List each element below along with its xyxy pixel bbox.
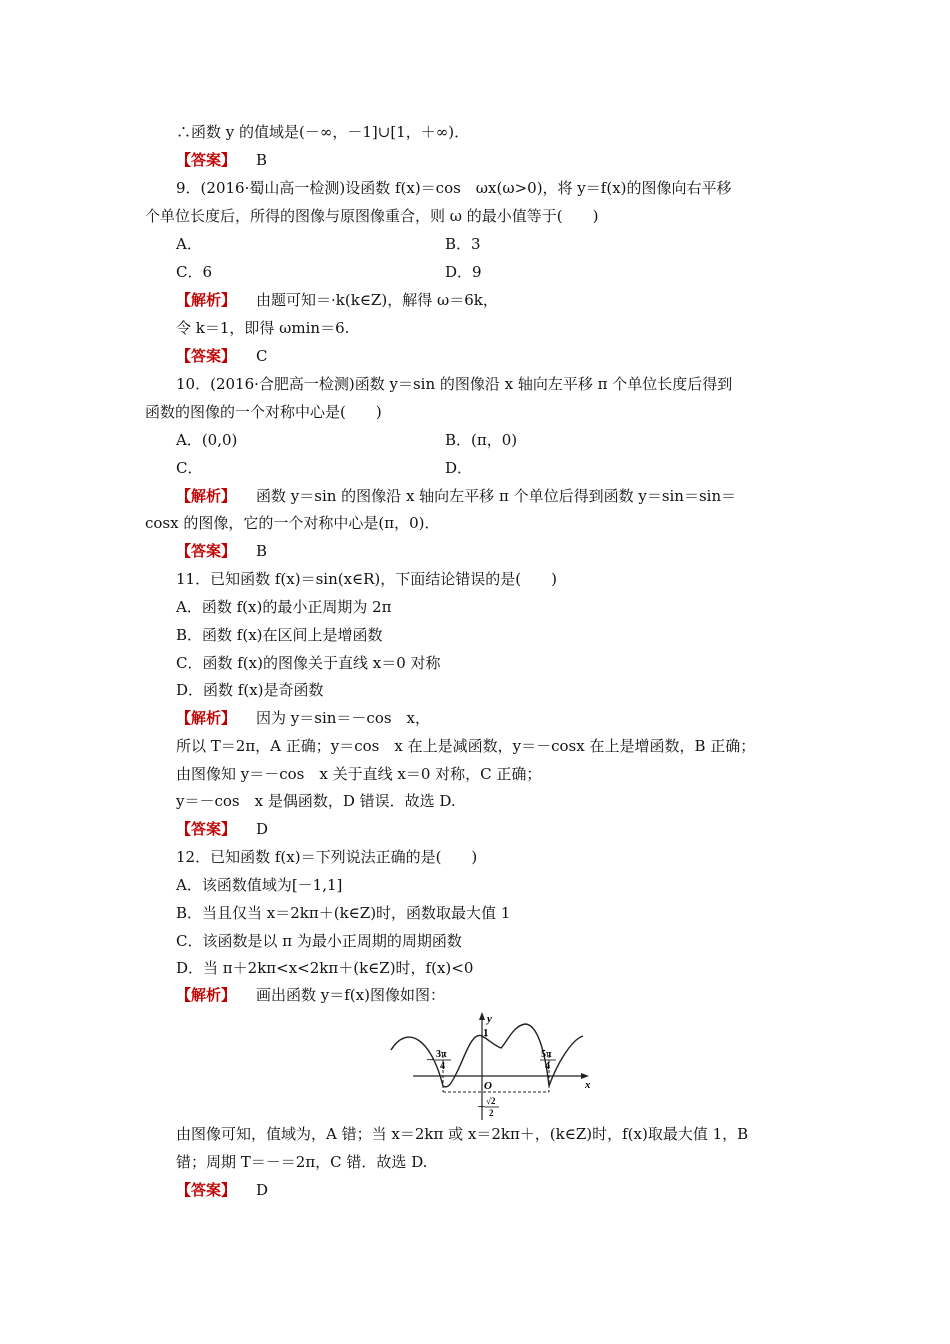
solution-12-line-2: 由图像可知，值域为，A 错；当 x＝2kπ 或 x＝2kπ＋，(k∈Z)时，f(x)取最大值 1，B <box>176 1125 749 1143</box>
solution-text: 由题可知＝·k(k∈Z)，解得 ω＝6k， <box>256 291 498 309</box>
answer-line-8 <box>176 150 267 170</box>
y-axis-arrow-icon <box>479 1012 485 1020</box>
answer-value: B <box>256 542 268 560</box>
question-9-line-2: 个单位长度后，所得的图像与原图像重合，则 ω 的最小值等于( ) <box>145 207 599 225</box>
answer-value: C <box>256 347 268 365</box>
answer-line-10 <box>176 541 267 561</box>
origin-label: O <box>484 1080 492 1092</box>
question-9-option-c: C．6 <box>176 263 213 281</box>
solution-11-line-3: 由图像知 y＝－cos x 关于直线 x＝0 对称，C 正确； <box>176 765 542 783</box>
solution-11-line-2: 所以 T＝2π，A 正确；y＝cos x 在上是减函数，y＝－cosx 在上是增函数，B 正确； <box>176 737 756 755</box>
question-10-option-c: C． <box>176 459 203 477</box>
question-9-option-b: B．3 <box>445 235 481 253</box>
answer-tag: 【答案】 <box>176 347 237 365</box>
question-12-option-d: D．当 π＋2kπ<x<2kπ＋(k∈Z)时，f(x)<0 <box>176 959 474 977</box>
question-12-option-c: C．该函数是以 π 为最小正周期的周期函数 <box>176 932 462 950</box>
solution-text: 函数 y＝sin 的图像沿 x 轴向左平移 π 个单位后得到函数 y＝sin＝sin＝ <box>256 487 737 505</box>
question-11-option-a: A．函数 f(x)的最小正周期为 2π <box>176 598 392 616</box>
question-12-option-a: A．该函数值域为[－1,1] <box>176 876 343 894</box>
question-9-line-1: 9．(2016·蜀山高一检测)设函数 f(x)＝cos ωx(ω>0)，将 y＝f(x)的图像向右平移 <box>176 179 732 197</box>
right-tick-num: 5π <box>541 1049 552 1060</box>
question-12-option-b: B．当且仅当 x＝2kπ＋(k∈Z)时，函数取最大值 1 <box>176 904 511 922</box>
solution-text: 因为 y＝sin＝－cos x， <box>256 709 431 727</box>
question-10-line-2: 函数的图像的一个对称中心是( ) <box>145 403 382 421</box>
line-range-conclusion: ∴函数 y 的值域是(－∞，－1]∪[1，＋∞)． <box>176 123 470 141</box>
answer-tag: 【答案】 <box>176 820 237 838</box>
answer-value: D <box>256 820 269 838</box>
y-axis-label: y <box>487 1013 492 1025</box>
answer-tag: 【答案】 <box>176 151 237 169</box>
analysis-tag: 【解析】 <box>176 291 237 309</box>
left-tick-num: 3π <box>436 1049 447 1060</box>
question-11-stem: 11．已知函数 f(x)＝sin(x∈R)，下面结论错误的是( ) <box>176 570 557 588</box>
solution-12-line-1 <box>176 985 445 1005</box>
answer-tag: 【答案】 <box>176 1181 237 1199</box>
question-9-option-d: D．9 <box>445 263 482 281</box>
question-10-option-a: A．(0,0) <box>176 431 238 449</box>
answer-line-9 <box>176 346 268 366</box>
right-tick-den: 4 <box>545 1061 550 1072</box>
neg-value-sign: － <box>477 1102 487 1112</box>
answer-value: D <box>256 1181 269 1199</box>
question-10-option-d: D． <box>445 459 473 477</box>
one-label: 1 <box>483 1027 489 1039</box>
question-9-option-a: A． <box>176 235 202 253</box>
question-11-option-c: C．函数 f(x)的图像关于直线 x＝0 对称 <box>176 654 441 672</box>
left-tick-den: 4 <box>440 1061 445 1072</box>
analysis-tag: 【解析】 <box>176 986 237 1004</box>
question-11-option-b: B．函数 f(x)在区间上是增函数 <box>176 626 383 644</box>
analysis-tag: 【解析】 <box>176 709 237 727</box>
solution-9-line-1 <box>176 290 498 310</box>
solution-11-line-4: y＝－cos x 是偶函数，D 错误．故选 D. <box>176 792 456 810</box>
solution-9-line-2: 令 k＝1，即得 ωmin＝6. <box>176 319 350 337</box>
neg-value-den: 2 <box>489 1108 494 1118</box>
answer-tag: 【答案】 <box>176 542 237 560</box>
solution-10-line-2: cosx 的图像，它的一个对称中心是(π，0)． <box>145 514 440 532</box>
function-graph-figure <box>385 1010 595 1125</box>
left-tick-sign: － <box>426 1055 436 1065</box>
solution-text: 画出函数 y＝f(x)图像如图： <box>256 986 445 1004</box>
question-11-option-d: D．函数 f(x)是奇函数 <box>176 681 324 699</box>
answer-line-11 <box>176 819 268 839</box>
analysis-tag: 【解析】 <box>176 487 237 505</box>
neg-value-num: √2 <box>486 1096 496 1106</box>
question-10-line-1: 10．(2016·合肥高一检测)函数 y＝sin 的图像沿 x 轴向左平移 π 个单位长度后得到 <box>176 375 733 393</box>
solution-11-line-1 <box>176 708 430 728</box>
answer-value: B <box>256 151 268 169</box>
question-10-option-b: B．(π，0) <box>445 431 518 449</box>
question-12-stem: 12．已知函数 f(x)＝下列说法正确的是( ) <box>176 848 478 866</box>
solution-12-line-3: 错；周期 T＝－＝2π，C 错．故选 D. <box>176 1153 428 1171</box>
x-axis-label: x <box>585 1079 591 1091</box>
answer-line-12 <box>176 1180 268 1200</box>
solution-10-line-1 <box>176 486 736 506</box>
